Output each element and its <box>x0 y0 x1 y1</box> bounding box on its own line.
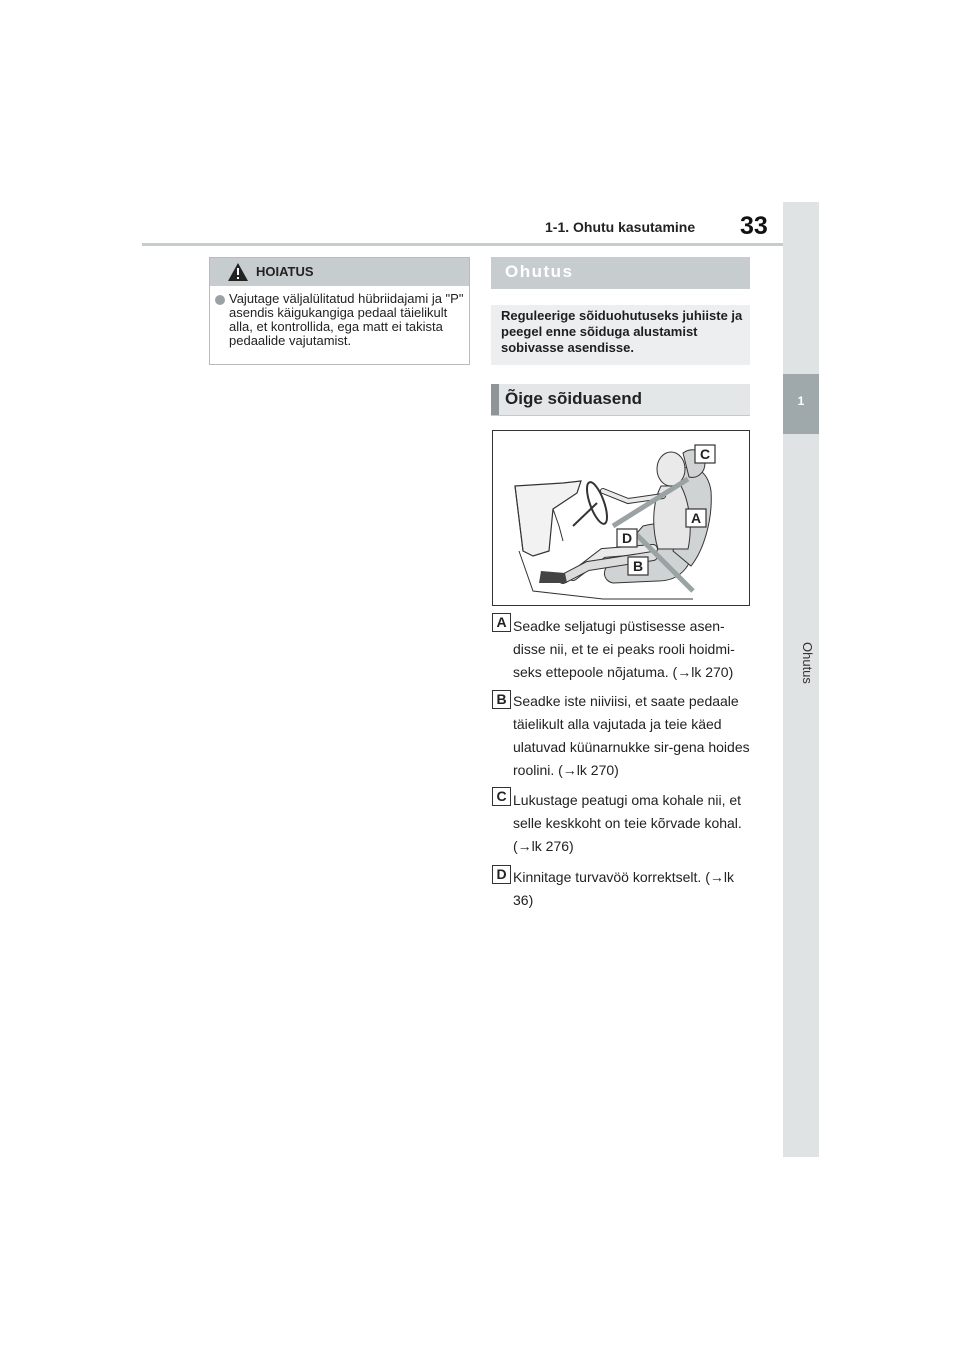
item-b-label: B <box>492 690 511 709</box>
intro-text: Reguleerige sõiduohutuseks juhiiste ja peegel enne sõiduga alustamist sobivasse asendisse. <box>501 308 743 355</box>
item-a-label: A <box>492 613 511 632</box>
warning-text: Vajutage väljalülitatud hübriidajami ja "P" asendis käigukangiga pedaal täielikult alla, et kontrollida, ega matt ei takista pedaalide vajutamist. <box>229 291 464 348</box>
item-b-text: Seadke iste niiviisi, et saate pedaale täielikult alla vajutada ja teie käed ulatuvad küünarnukke sir-gena hoides roolini. (→lk 270) <box>513 693 750 778</box>
callout-a <box>686 509 706 527</box>
chapter-label: Ohutus <box>800 642 815 684</box>
header-divider <box>142 243 783 246</box>
callout-a-label: A <box>690 510 702 526</box>
warning-triangle-icon <box>227 262 249 287</box>
intro-box <box>491 305 750 365</box>
page-number: 33 <box>740 212 768 240</box>
section-title-header: 1-1. Ohutu kasutamine <box>545 219 696 235</box>
item-a-text: Seadke seljatugi püstisesse asen-disse nii, et te ei peaks rooli hoidmi-seks ettepoole nõjatuma. (→lk 270) <box>513 618 735 680</box>
warning-header <box>210 258 469 286</box>
section-heading-bar <box>491 257 750 289</box>
callout-d-label: D <box>621 530 633 546</box>
item-c-text: Lukustage peatugi oma kohale nii, et selle keskkoht on teie kõrvade kohal. (→lk 276) <box>513 792 742 854</box>
subheading-accent <box>491 384 499 415</box>
item-d-text: Kinnitage turvavöö korrektselt. (→lk 36) <box>513 869 734 908</box>
bullet-icon <box>215 295 225 305</box>
warning-title: HOIATUS <box>256 264 314 279</box>
driver-seat-drawing <box>493 431 749 605</box>
section-heading: Ohutus <box>505 262 574 281</box>
callout-b <box>628 557 648 575</box>
subheading-bar <box>491 384 750 416</box>
driving-position-illustration <box>492 430 750 606</box>
callout-d <box>617 529 637 547</box>
item-d-label: D <box>492 865 511 884</box>
item-c-label: C <box>492 787 511 806</box>
warning-box <box>209 257 470 365</box>
subheading: Õige sõiduasend <box>505 389 642 408</box>
callout-c <box>695 445 715 463</box>
chapter-number: 1 <box>797 394 805 408</box>
chapter-side-tab <box>783 202 819 1157</box>
callout-b-label: B <box>632 558 644 574</box>
callout-c-label: C <box>699 446 711 462</box>
